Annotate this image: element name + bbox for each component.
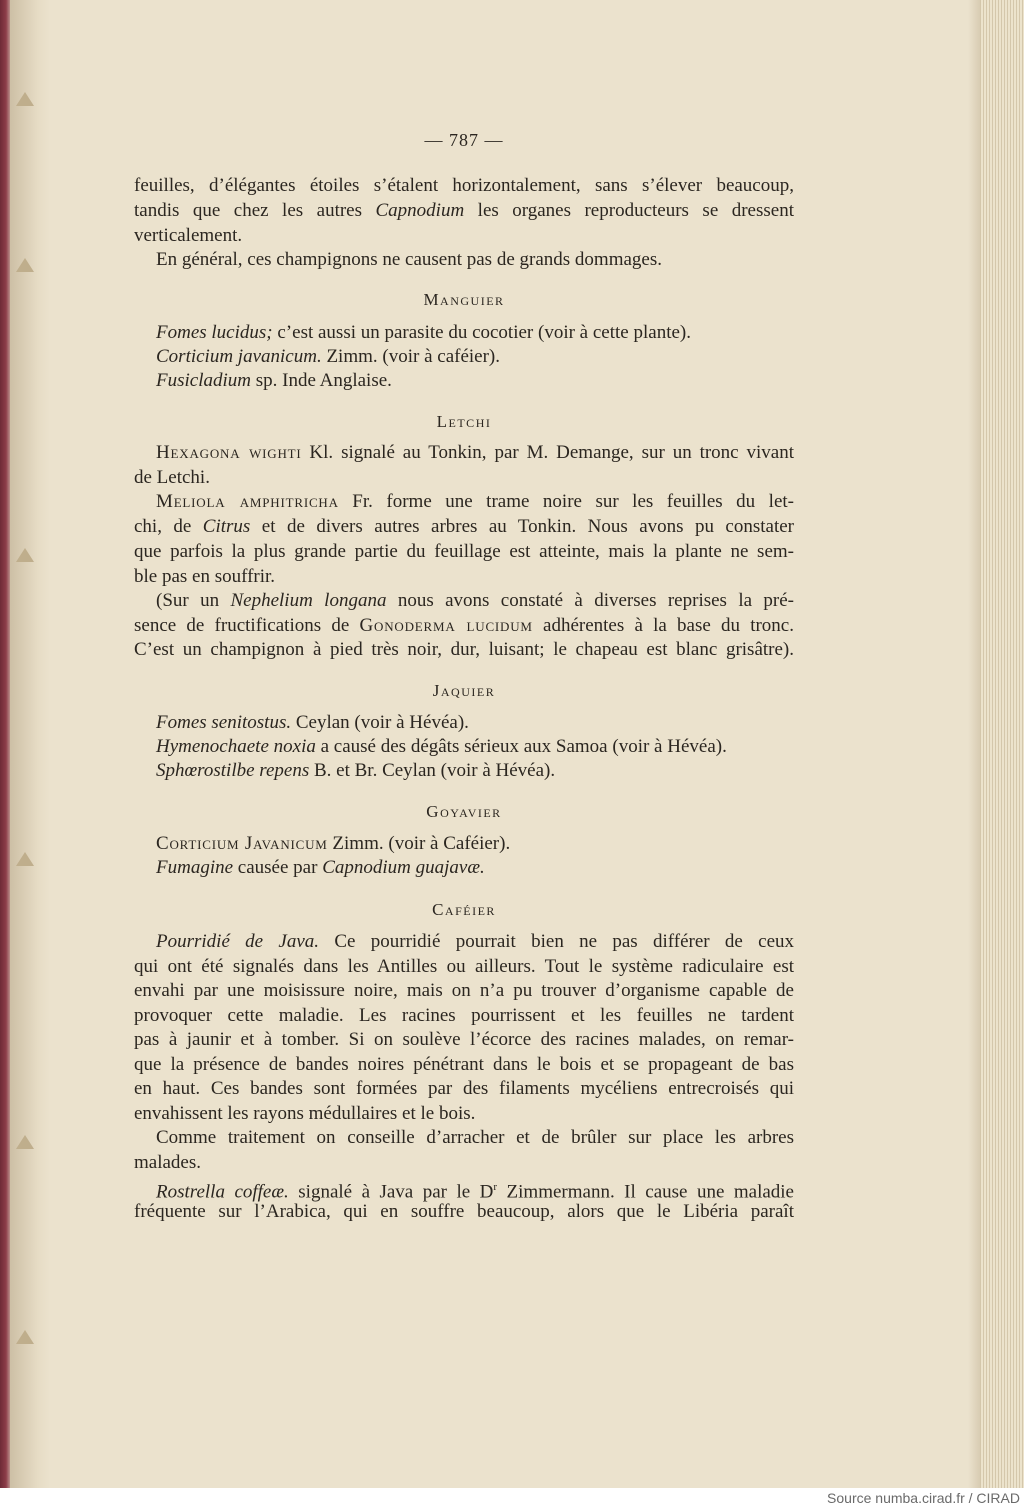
text-line: feuilles, d’élégantes étoiles s’étalent horizontalement, sans s’élever beaucoup,: [134, 175, 794, 196]
text-line: Rostrella coffeæ. signalé à Java par le $D^r$ Zimmermann. Il cause une maladie: [156, 1181, 794, 1203]
text-line: Sphœrostilbe repens B. et Br. Ceylan (voir à Hévéa).: [156, 760, 556, 781]
text-line: tandis que chez les autres Capnodium les organes reproducteurs se dressent: [134, 200, 794, 221]
footer-bar: [0, 1488, 1024, 1509]
page-edge-shadow: [968, 0, 980, 1488]
page-edges: [980, 0, 1024, 1488]
text-line: chi, de Citrus et de divers autres arbres au Tonkin. Nous avons pu constater: [134, 516, 795, 537]
binding-tab: [16, 852, 34, 866]
text-line: Fomes senitostus. Ceylan (voir à Hévéa).: [156, 712, 469, 733]
text-line: provoquer cette maladie. Les racines pourrissent et les feuilles ne tardent: [134, 1005, 794, 1026]
text-line: qui ont été signalés dans les Antilles ou ailleurs. Tout le système radiculaire est: [134, 956, 794, 977]
text-line: Pourridié de Java. Ce pourridié pourrait bien ne pas différer de ceux: [156, 931, 795, 952]
section-heading-letchi: Letchi: [436, 412, 492, 431]
text-line: malades.: [134, 1152, 202, 1173]
text-line: Fumagine causée par Capnodium guajavæ.: [156, 857, 485, 878]
text-line: Hexagona wighti Kl. signalé au Tonkin, par M. Demange, sur un tronc vivant: [156, 442, 794, 463]
book-binding: [0, 0, 10, 1488]
text-line: (Sur un Nephelium longana nous avons constaté à diverses reprises la pré-: [156, 590, 794, 611]
text-line: pas à jaunir et à tomber. Si on soulève l’écorce des racines malades, on remar-: [134, 1029, 794, 1050]
page-gutter: [10, 0, 50, 1488]
page-number: — 787 —: [424, 130, 504, 150]
section-heading-jaquier: Jaquier: [432, 681, 496, 700]
text-line: verticalement.: [134, 225, 243, 246]
text-line: envahi par une moisissure noire, mais on n’a pu trouver d’organisme capable de: [134, 980, 794, 1001]
text-line: envahissent les rayons médullaires et le bois.: [134, 1103, 476, 1124]
section-heading-cafeier: Caféier: [432, 900, 496, 919]
text-line: C’est un champignon à pied très noir, dur, luisant; le chapeau est blanc grisâtre).: [134, 639, 794, 660]
text-line: fréquente sur l’Arabica, qui en souffre beaucoup, alors que le Libéria paraît: [134, 1201, 794, 1222]
source-credit: Source numba.cirad.fr / CIRAD: [827, 1490, 1020, 1506]
binding-tab: [16, 258, 34, 272]
binding-tab: [16, 548, 34, 562]
text-line: Comme traitement on conseille d’arracher et de brûler sur place les arbres: [156, 1127, 794, 1148]
section-heading-goyavier: Goyavier: [426, 802, 502, 821]
binding-tab: [16, 92, 34, 106]
text-line: sence de fructifications de Gonoderma lucidum adhérentes à la base du tronc.: [134, 615, 794, 636]
text-line: ble pas en souffrir.: [134, 566, 276, 587]
section-heading-manguier: Manguier: [423, 290, 505, 309]
text-line: de Letchi.: [134, 467, 210, 488]
text-line: En général, ces champignons ne causent pas de grands dommages.: [156, 249, 662, 270]
binding-tab: [16, 1135, 34, 1149]
text-line: Corticium Javanicum Zimm. (voir à Caféier).: [156, 833, 511, 854]
text-line: Fomes lucidus; c’est aussi un parasite du cocotier (voir à cette plante).: [156, 322, 691, 343]
text-line: Meliola amphitricha Fr. forme une trame noire sur les feuilles du let-: [156, 491, 794, 512]
text-line: en haut. Ces bandes sont formées par des filaments mycéliens entrecroisés qui: [134, 1078, 794, 1099]
text-line: que la présence de bandes noires pénétrant dans le bois et se propageant de bas: [134, 1054, 794, 1075]
text-line: Hymenochaete noxia a causé des dégâts sérieux aux Samoa (voir à Hévéa).: [156, 736, 727, 757]
text-line: que parfois la plus grande partie du feuillage est atteinte, mais la plante ne sem-: [134, 541, 794, 562]
text-line: Fusicladium sp. Inde Anglaise.: [156, 370, 392, 391]
text-line: Corticium javanicum. Zimm. (voir à caféier).: [156, 346, 501, 367]
binding-tab: [16, 1330, 34, 1344]
